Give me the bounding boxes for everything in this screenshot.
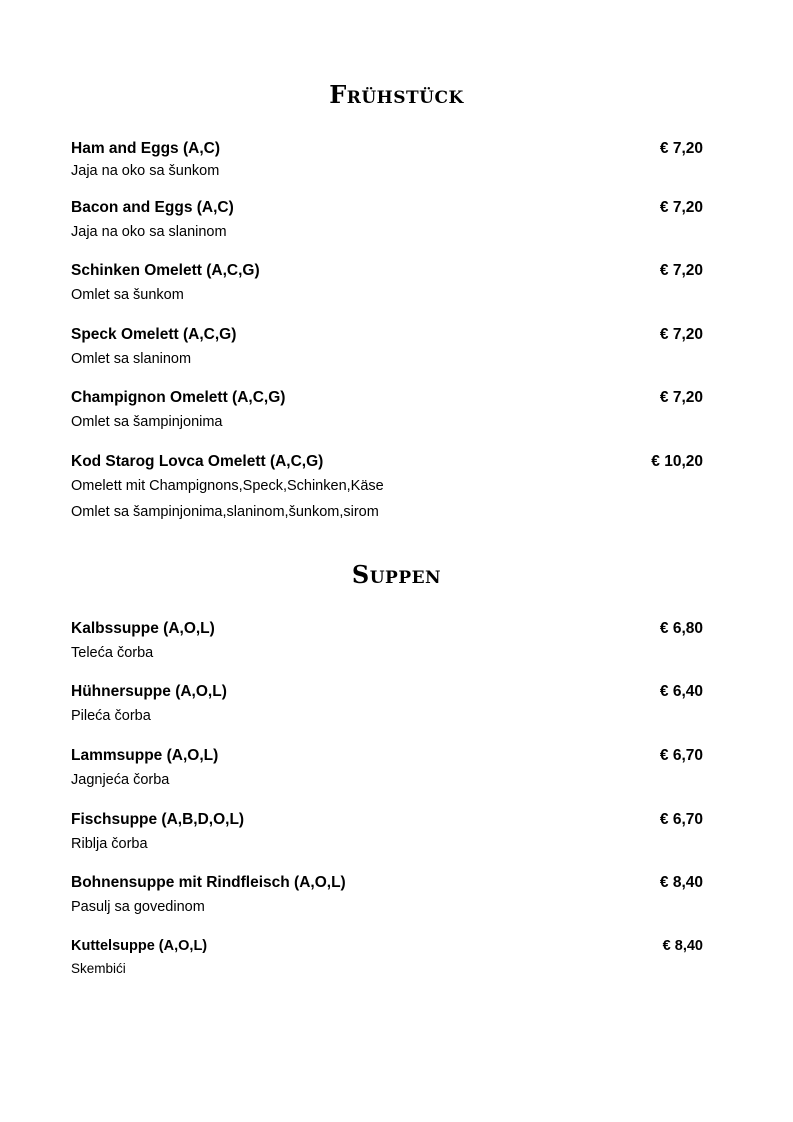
menu-item xyxy=(71,747,703,789)
item-price: € 7,20 xyxy=(659,199,703,216)
menu-item xyxy=(71,326,703,368)
item-description: Jaja na oko sa šunkom xyxy=(71,163,220,179)
menu-item xyxy=(71,140,703,180)
item-name: Fischsuppe (A,B,D,O,L) xyxy=(71,811,245,828)
item-price: € 7,20 xyxy=(659,140,703,157)
menu-item xyxy=(71,453,703,521)
menu-item xyxy=(71,874,703,916)
menu-item xyxy=(71,620,703,662)
item-description: Pasulj sa govedinom xyxy=(71,899,205,915)
item-name: Kod Starog Lovca Omelett (A,C,G) xyxy=(71,453,324,470)
item-description: Teleća čorba xyxy=(71,645,154,661)
item-description: Skembići xyxy=(71,961,126,976)
item-name: Champignon Omelett (A,C,G) xyxy=(71,389,286,406)
section-title-suppen: Suppen xyxy=(351,560,442,589)
item-price: € 6,70 xyxy=(659,747,703,764)
item-name: Bohnensuppe mit Rindfleisch (A,O,L) xyxy=(71,874,346,891)
item-price: € 6,70 xyxy=(659,811,703,828)
item-description: Jaja na oko sa slaninom xyxy=(71,224,227,240)
item-name: Hühnersuppe (A,O,L) xyxy=(71,683,227,700)
item-price: € 8,40 xyxy=(662,938,703,954)
item-price: € 7,20 xyxy=(659,262,703,279)
menu-item xyxy=(71,389,703,431)
item-description: Riblja čorba xyxy=(71,836,148,852)
item-description: Omelett mit Champignons,Speck,Schinken,Käse xyxy=(71,478,384,494)
menu-item xyxy=(71,811,703,853)
menu-item xyxy=(71,683,703,725)
item-description: Pileća čorba xyxy=(71,708,151,724)
item-price: € 6,40 xyxy=(659,683,703,700)
item-price: € 8,40 xyxy=(659,874,703,891)
item-name: Kuttelsuppe (A,O,L) xyxy=(71,938,208,954)
item-price: € 10,20 xyxy=(651,453,703,470)
item-description: Omlet sa šunkom xyxy=(71,287,184,303)
item-description: Jagnjeća čorba xyxy=(71,772,170,788)
item-name: Lammsuppe (A,O,L) xyxy=(71,747,219,764)
item-description: Omlet sa šampinjonima,slaninom,šunkom,sirom xyxy=(71,504,379,520)
menu-item xyxy=(71,199,703,241)
item-name: Schinken Omelett (A,C,G) xyxy=(71,262,260,279)
item-name: Ham and Eggs (A,C) xyxy=(71,140,220,157)
item-price: € 7,20 xyxy=(659,389,703,406)
item-name: Kalbssuppe (A,O,L) xyxy=(71,620,215,637)
menu-item xyxy=(71,937,703,977)
menu-item xyxy=(71,262,703,304)
item-name: Speck Omelett (A,C,G) xyxy=(71,326,237,343)
section-title-fruehstueck: Frühstück xyxy=(329,80,464,109)
item-price: € 7,20 xyxy=(659,326,703,343)
item-price: € 6,80 xyxy=(659,620,703,637)
item-name: Bacon and Eggs (A,C) xyxy=(71,199,234,216)
item-description: Omlet sa slaninom xyxy=(71,351,192,367)
item-description: Omlet sa šampinjonima xyxy=(71,414,223,430)
